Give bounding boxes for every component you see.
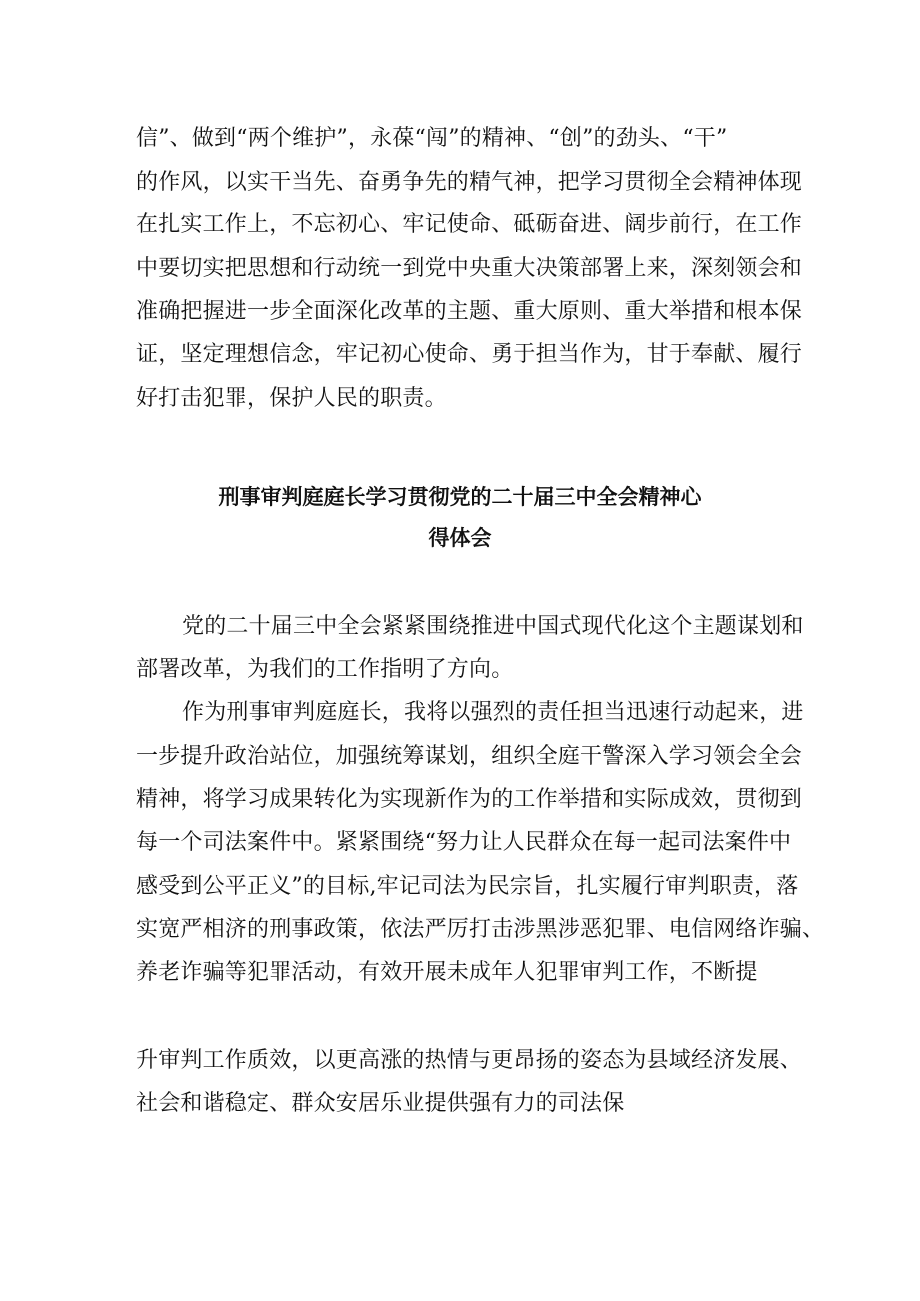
article-title: 刑事审判庭庭长学习贯彻党的二十届三中全会精神心 <box>218 485 702 509</box>
paragraph-first-line: 作为刑事审判庭庭长，我将以强烈的责任担当迅速行动起来，进 <box>182 700 804 725</box>
text-line: 社会和谐稳定、群众安居乐业提供强有力的司法保 <box>136 1091 625 1116</box>
text-line: 证，坚定理想信念，牢记初心使命、勇于担当作为，甘于奉献、履行 <box>136 342 803 367</box>
text-line: 在扎实工作上，不忘初心、牢记使命、砥砺奋进、阔步前行，在工作 <box>136 212 803 237</box>
paragraph-first-line: 党的二十届三中全会紧紧围绕推进中国式现代化这个主题谋划和 <box>182 614 804 639</box>
article-title-continued: 得体会 <box>428 526 492 550</box>
text-line: 每一个司法案件中。紧紧围绕“努力让人民群众在每一起司法案件中 <box>136 830 792 855</box>
text-line: 准确把握进一步全面深化改革的主题、重大原则、重大举措和根本保 <box>136 299 803 324</box>
text-line: 好打击犯罪，保护人民的职责。 <box>136 386 447 411</box>
text-line: 中要切实把思想和行动统一到党中央重大决策部署上来，深刻领会和 <box>136 256 803 281</box>
text-line: 升审判工作质效，以更高涨的热情与更昂扬的姿态为县域经济发展、 <box>136 1048 803 1073</box>
text-line: 的作风，以实干当先、奋勇争先的精气神，把学习贯彻全会精神体现 <box>136 170 803 195</box>
text-line: 养老诈骗等犯罪活动，有效开展未成年人犯罪审判工作，不断提 <box>136 960 758 985</box>
text-line: 感受到公平正义”的目标,牢记司法为民宗旨，扎实履行审判职责，落 <box>136 874 799 899</box>
text-line: 部署改革，为我们的工作指明了方向。 <box>136 657 514 682</box>
text-line: 信”、做到“两个维护”，永葆“闯”的精神、“创”的劲头、“干” <box>136 126 728 151</box>
text-line: 实宽严相济的刑事政策，依法严厉打击涉黑涉恶犯罪、电信网络诈骗、 <box>136 917 825 942</box>
text-line: 精神，将学习成果转化为实现新作为的工作举措和实际成效，贯彻到 <box>136 787 803 812</box>
text-line: 一步提升政治站位，加强统筹谋划，组织全庭干警深入学习领会全会 <box>136 744 803 769</box>
